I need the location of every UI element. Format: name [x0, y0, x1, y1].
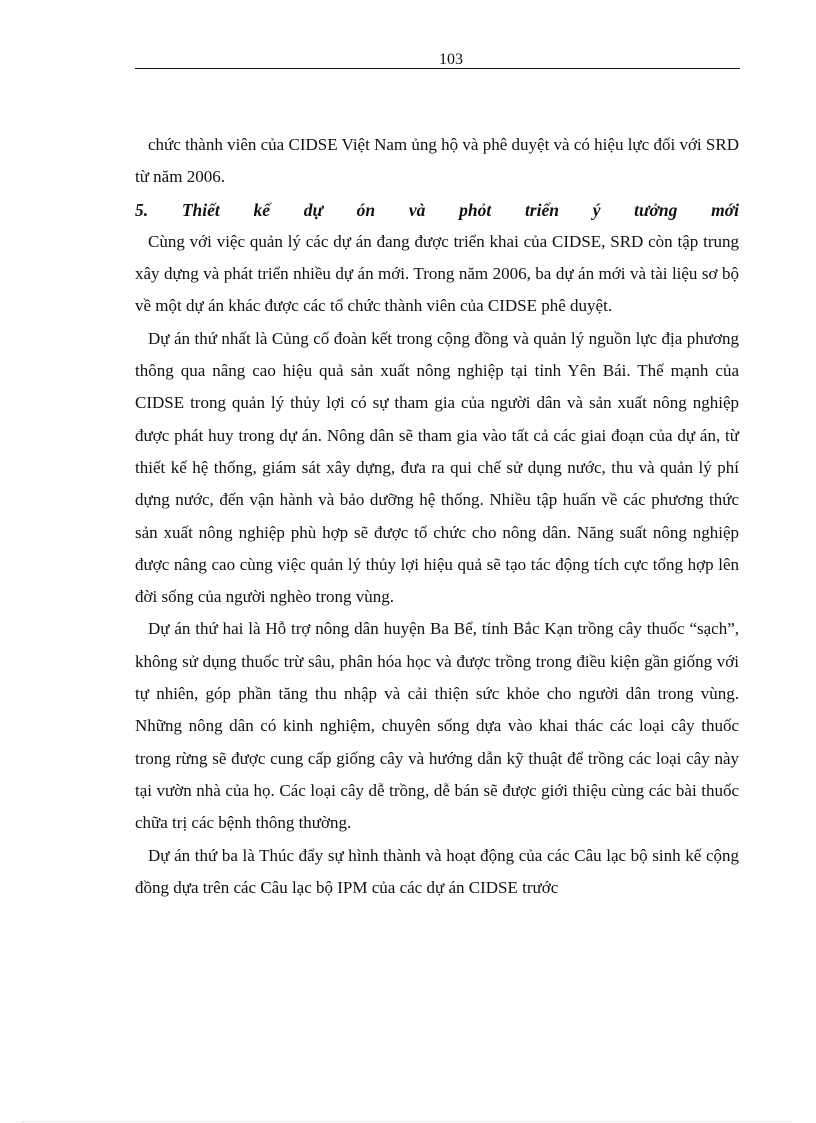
page-bottom-border	[22, 1121, 792, 1122]
paragraph-project-2: Dự án thứ hai là Hỗ trợ nông dân huyện Ba Bể, tỉnh Bắc Kạn trồng cây thuốc “sạch”, không sử dụng thuốc trừ sâu, phân hóa học và được trồng trong điều kiện gần giống với tự nhiên, góp phần tăng thu nhập và cải thiện sức khỏe cho người dân trong vùng. Những nông dân có kinh nghiệm, chuyên sống dựa vào khai thác các loại cây thuốc trong rừng sẽ được cung cấp giống cây và hướng dẫn kỹ thuật để trồng các loại cây này tại vườn nhà của họ. Các loại cây dễ trồng, dễ bán sẽ được giới thiệu cùng các bài thuốc chữa trị các bệnh thông thường.	[135, 619, 739, 833]
paragraph-continuation: chức thành viên của CIDSE Việt Nam ủng hộ và phê duyệt và có hiệu lực đối với SRD từ năm 2006.	[135, 135, 739, 187]
paragraph-intro: Cùng với việc quản lý các dự án đang được triển khai của CIDSE, SRD còn tập trung xây dựng và phát triển nhiều dự án mới. Trong năm 2006, ba dự án mới và tài liệu sơ bộ về một dự án khác được các tổ chức thành viên của CIDSE phê duyệt.	[135, 231, 739, 316]
section-heading: 5. Thiết kế dự ón và phỏt triển ý tưởng mới	[135, 199, 739, 220]
header-rule	[135, 68, 740, 69]
paragraph-project-3: Dự án thứ ba là Thúc đẩy sự hình thành và hoạt động của các Câu lạc bộ sinh kế cộng đồng dựa trên các Câu lạc bộ IPM của các dự án CIDSE trước	[135, 845, 739, 897]
page-number: 103	[439, 51, 463, 68]
paragraph-project-1: Dự án thứ nhất là Củng cố đoàn kết trong cộng đồng và quản lý nguồn lực địa phương thông qua nâng cao hiệu quả sản xuất nông nghiệp tại tỉnh Yên Bái. Thế mạnh của CIDSE trong quản lý thủy lợi có sự tham gia của người dân và sản xuất nông nghiệp được phát huy trong dự án. Nông dân sẽ tham gia vào tất cả các giai đoạn của dự án, từ thiết kế hệ thống, giám sát xây dựng, đưa ra qui chế sử dụng nước, thu và quản lý phí dựng nước, đến vận hành và bảo dưỡng hệ thống. Nhiều tập huấn về các phương thức sản xuất nông nghiệp phù hợp sẽ được tổ chức cho nông dân. Năng suất nông nghiệp được nâng cao cùng việc quản lý thủy lợi hiệu quả sẽ tạo tác động tích cực tổng hợp lên đời sống của người nghèo trong vùng.	[135, 328, 739, 607]
document-body	[135, 129, 739, 904]
